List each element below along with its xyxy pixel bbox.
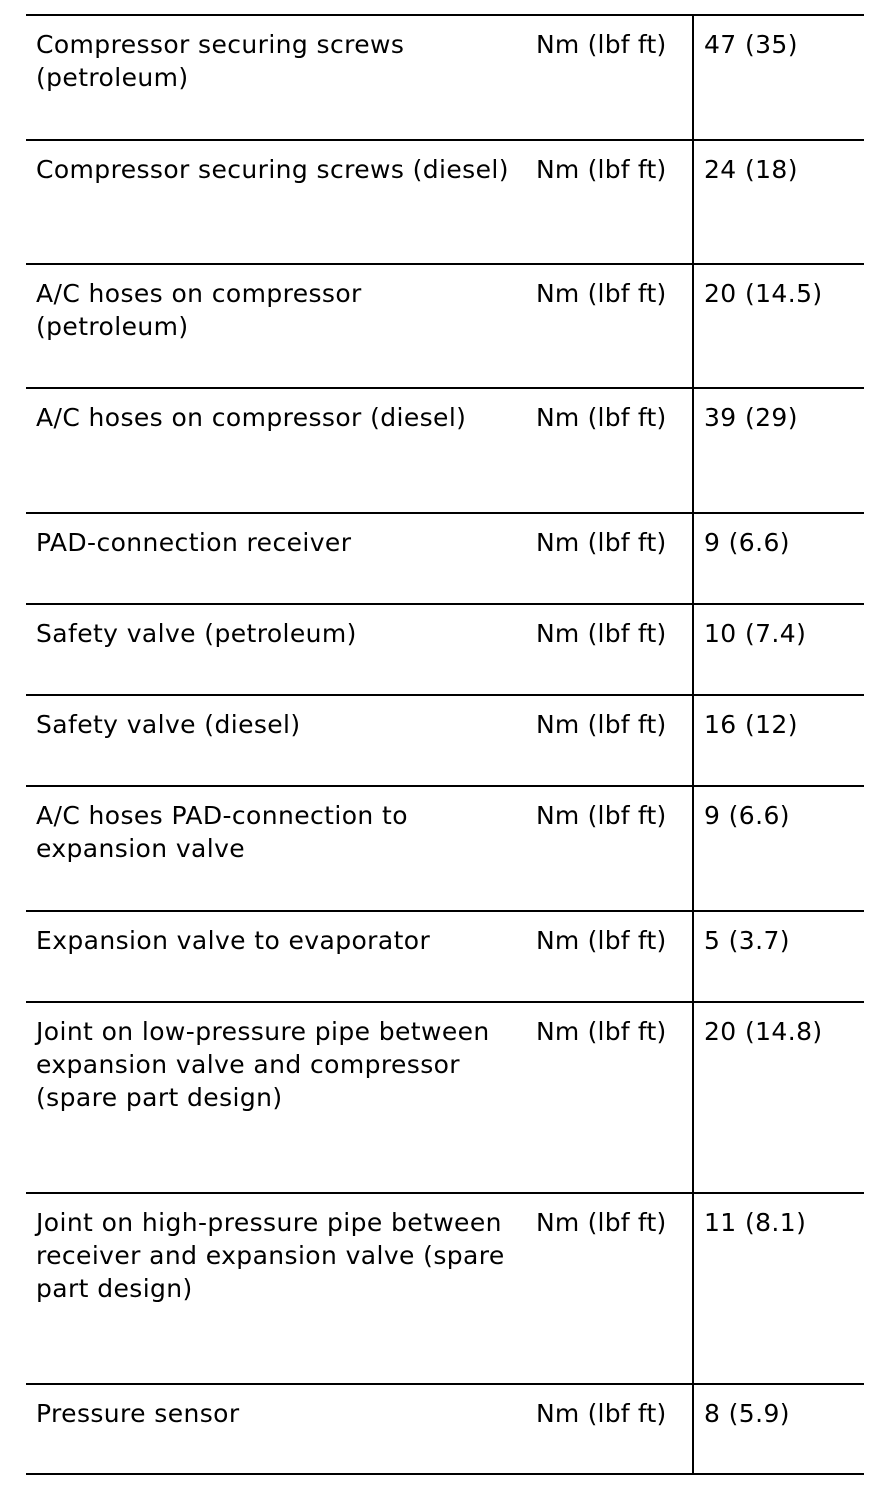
row-description: A/C hoses on compressor (diesel) [26, 388, 526, 513]
row-unit: Nm (lbf ft) [526, 1193, 693, 1384]
table-row [26, 140, 864, 264]
row-description: Pressure sensor [26, 1384, 526, 1474]
row-unit: Nm (lbf ft) [526, 911, 693, 1002]
row-unit: Nm (lbf ft) [526, 264, 693, 388]
row-description: Expansion valve to evaporator [26, 911, 526, 1002]
row-description: A/C hoses on compressor (petroleum) [26, 264, 526, 388]
row-value: 47 (35) [693, 15, 864, 140]
table-row [26, 604, 864, 695]
row-description: Safety valve (petroleum) [26, 604, 526, 695]
row-value: 39 (29) [693, 388, 864, 513]
row-unit: Nm (lbf ft) [526, 15, 693, 140]
row-description: Safety valve (diesel) [26, 695, 526, 786]
table-row [26, 264, 864, 388]
row-value: 11 (8.1) [693, 1193, 864, 1384]
row-unit: Nm (lbf ft) [526, 140, 693, 264]
row-unit: Nm (lbf ft) [526, 786, 693, 911]
row-unit: Nm (lbf ft) [526, 388, 693, 513]
table-row [26, 786, 864, 911]
row-unit: Nm (lbf ft) [526, 604, 693, 695]
row-description: A/C hoses PAD-connection to expansion valve [26, 786, 526, 911]
row-value: 5 (3.7) [693, 911, 864, 1002]
row-value: 20 (14.5) [693, 264, 864, 388]
row-description: Compressor securing screws (petroleum) [26, 15, 526, 140]
row-value: 8 (5.9) [693, 1384, 864, 1474]
table-row [26, 695, 864, 786]
table-row [26, 513, 864, 604]
row-unit: Nm (lbf ft) [526, 1384, 693, 1474]
table-row [26, 388, 864, 513]
table-row [26, 911, 864, 1002]
row-value: 9 (6.6) [693, 513, 864, 604]
row-value: 16 (12) [693, 695, 864, 786]
row-description: Compressor securing screws (diesel) [26, 140, 526, 264]
row-description: Joint on low-pressure pipe between expansion valve and compressor (spare part design) [26, 1002, 526, 1193]
row-description: Joint on high-pressure pipe between receiver and expansion valve (spare part design) [26, 1193, 526, 1384]
table-row [26, 1193, 864, 1384]
torque-spec-table [26, 14, 864, 1475]
row-unit: Nm (lbf ft) [526, 1002, 693, 1193]
table-row [26, 15, 864, 140]
row-description: PAD-connection receiver [26, 513, 526, 604]
row-value: 9 (6.6) [693, 786, 864, 911]
row-value: 20 (14.8) [693, 1002, 864, 1193]
table-row [26, 1384, 864, 1474]
row-value: 10 (7.4) [693, 604, 864, 695]
table-row [26, 1002, 864, 1193]
row-unit: Nm (lbf ft) [526, 513, 693, 604]
row-unit: Nm (lbf ft) [526, 695, 693, 786]
row-value: 24 (18) [693, 140, 864, 264]
